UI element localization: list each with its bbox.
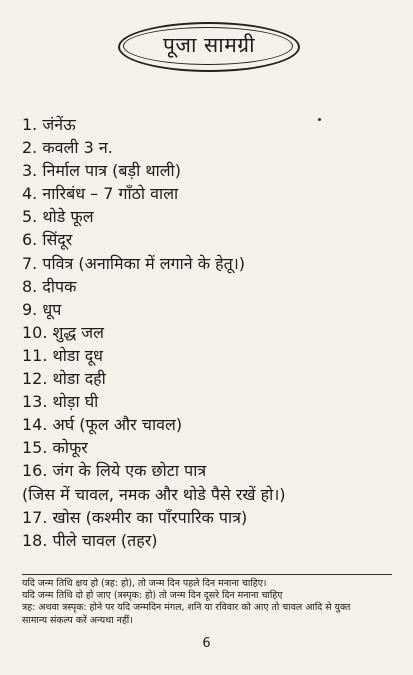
list-item: 11. थोडा दूध (22, 345, 104, 365)
list-item: 16. जंग के लिये एक छोटा पात्र (22, 461, 207, 481)
footnote-divider (22, 574, 392, 575)
page-title: पूजा सामग्री (162, 33, 256, 57)
footnote-line: यदि जन्म तिथि क्षय हो (त्रह: हो), तो जन्म दिन पहले दिन मनाना चाहिए। (22, 578, 267, 589)
list-item: 3. निर्माल पात्र (बड़ी थाली) (22, 161, 181, 181)
page-number: 6 (202, 636, 211, 651)
footnote-line: यदि जन्म तिथि दो हो जाए (त्रस्पृक: हो) तो जन्म दिन दूसरे दिन मनाना चाहिए (22, 590, 283, 602)
list-item: 14. अर्घ (फूल और चावल) (22, 415, 183, 435)
list-item: 1. जंनेंऊ (22, 115, 76, 134)
list-item-continuation: (जिस में चावल, नमक और थोडे पैसे रखें हो।) (22, 484, 286, 504)
list-item: 17. खोस (कश्मीर का पाँरपारिक पात्र) (22, 507, 248, 527)
list-item: 6. सिंदूर (22, 230, 73, 250)
list-item: 10. शुद्ध जल (22, 322, 105, 342)
list-item: 12. थोडा दही (22, 369, 106, 389)
list-item: 15. कोफूर (22, 438, 88, 458)
list-item: 8. दीपक (22, 276, 77, 296)
footnote-line: सामान्य संकल्प करें अन्यथा नहीं। (22, 614, 133, 626)
footnote-block (22, 578, 397, 627)
list-item: 13. थोड़ा घी (22, 392, 99, 412)
list-item: 2. कवली 3 न. (22, 138, 113, 158)
list-item: 9. धूप (22, 299, 62, 319)
list-item: 4. नारिबंध – 7 गाँठो वाला (22, 184, 179, 204)
footnote-line: त्रह: अथवा त्रस्पृक: होने पर यदि जन्मदिन मंगल, शनि या रविवार को आए तो चावल आदि से युक्त (22, 602, 351, 614)
title-frame (118, 22, 300, 72)
list-item: 7. पवित्र (अनामिका में लगाने के हेतू।) (22, 253, 246, 273)
item-list (22, 113, 402, 552)
list-item: 18. पीले चावल (तहर) (22, 530, 158, 550)
list-item: 5. थोडे फूल (22, 207, 94, 227)
